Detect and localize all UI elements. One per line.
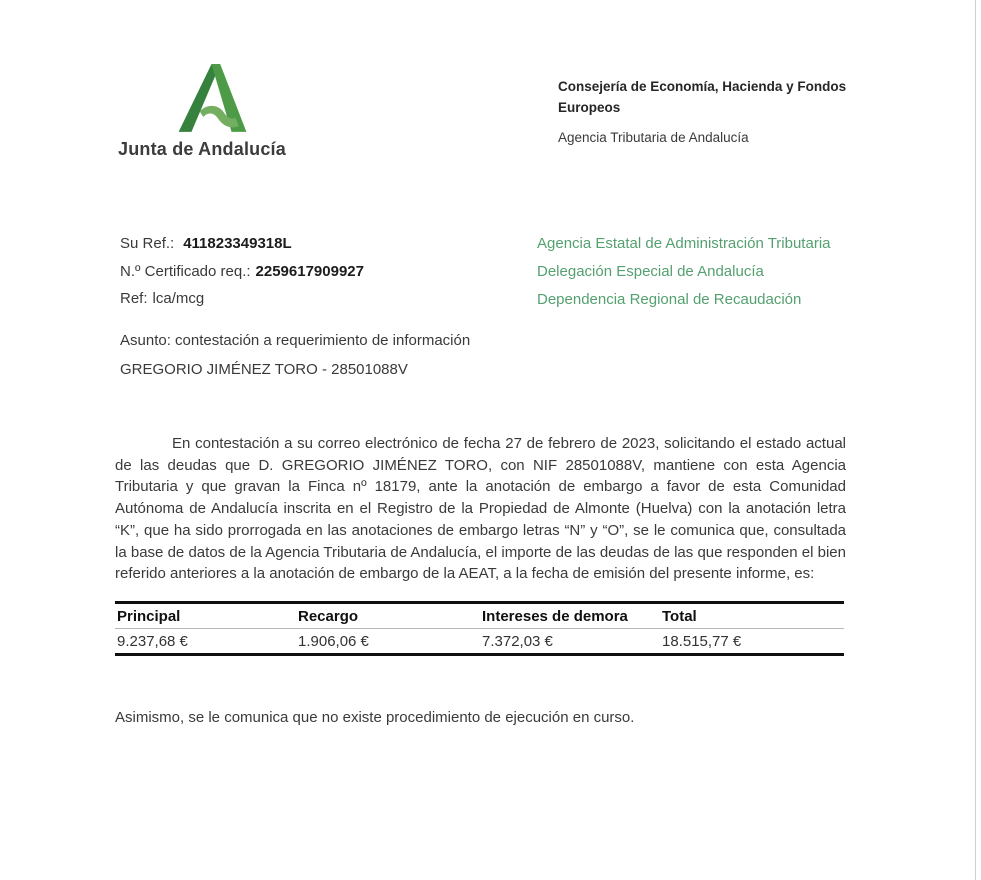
junta-logo bbox=[118, 60, 288, 160]
aeat-line-agency: Agencia Estatal de Administración Tributaria bbox=[537, 235, 831, 252]
department-name: Consejería de Economía, Hacienda y Fondos Europeos bbox=[558, 79, 847, 115]
internal-ref-line bbox=[120, 285, 364, 313]
junta-logo-icon bbox=[174, 60, 250, 136]
internal-ref-value: lca/mcg bbox=[152, 290, 205, 308]
closing-line: Asimismo, se le comunica que no existe procedimiento de ejecución en curso. bbox=[115, 709, 635, 726]
su-ref-line bbox=[120, 230, 364, 258]
aeat-line-delegation: Delegación Especial de Andalucía bbox=[537, 262, 764, 280]
reference-block bbox=[120, 230, 364, 313]
debt-table bbox=[115, 601, 844, 656]
debt-table-value-row bbox=[115, 629, 844, 653]
certificate-value: 2259617909927 bbox=[255, 262, 364, 280]
debt-value-total: 18.515,77 € bbox=[662, 633, 742, 650]
debt-table-header-principal: Principal bbox=[117, 608, 181, 625]
debt-value-intereses: 7.372,03 € bbox=[482, 633, 553, 650]
su-ref-label: Su Ref.: bbox=[120, 235, 175, 252]
page-edge-divider bbox=[975, 0, 976, 880]
brand-name: Junta de Andalucía bbox=[118, 139, 286, 159]
certificate-label: N.º Certificado req.: bbox=[120, 262, 251, 280]
debt-table-header-intereses: Intereses de demora bbox=[482, 608, 628, 625]
taxpayer-line: GREGORIO JIMÉNEZ TORO - 28501088V bbox=[120, 360, 408, 378]
debt-table-header-total: Total bbox=[662, 608, 697, 625]
certificate-line bbox=[120, 258, 364, 286]
aeat-line-dependency: Dependencia Regional de Recaudación bbox=[537, 290, 802, 308]
subject-block bbox=[120, 327, 470, 384]
debt-table-header-row bbox=[115, 604, 844, 629]
aeat-block bbox=[537, 230, 831, 313]
org-block bbox=[558, 76, 848, 148]
subject-line: Asunto: contestación a requerimiento de información bbox=[120, 332, 471, 349]
su-ref-value: 411823349318L bbox=[183, 235, 292, 252]
agency-name: Agencia Tributaria de Andalucía bbox=[558, 130, 749, 145]
debt-value-recargo: 1.906,06 € bbox=[298, 633, 369, 650]
debt-table-header-recargo: Recargo bbox=[298, 608, 359, 625]
body-paragraph: En contestación a su correo electrónico de fecha 27 de febrero de 2023, solicitando el estado actual de las deudas que D. GREGORIO JIMÉNEZ TORO, con NIF 28501088V, mantiene con esta Agencia Tributaria y que gravan la Finca nº 18179, ante la anotación de embargo a favor de esta Comunidad Autónoma de Andalucía inscrita en el Registro de la Propiedad de Almonte (Huelva) con la anotación letra “K”, que ha sido prorrogada en las anotaciones de embargo letras “N” y “O”, se le comunica que, consultada la base de datos de la Agencia Tributaria de Andalucía, el importe de las deudas de las que responden el bien referido anteriores a la anotación de embargo de la AEAT, a la fecha de emisión del presente informe, es: bbox=[115, 435, 846, 583]
debt-value-principal: 9.237,68 € bbox=[117, 633, 188, 650]
internal-ref-label: Ref: bbox=[120, 290, 148, 308]
